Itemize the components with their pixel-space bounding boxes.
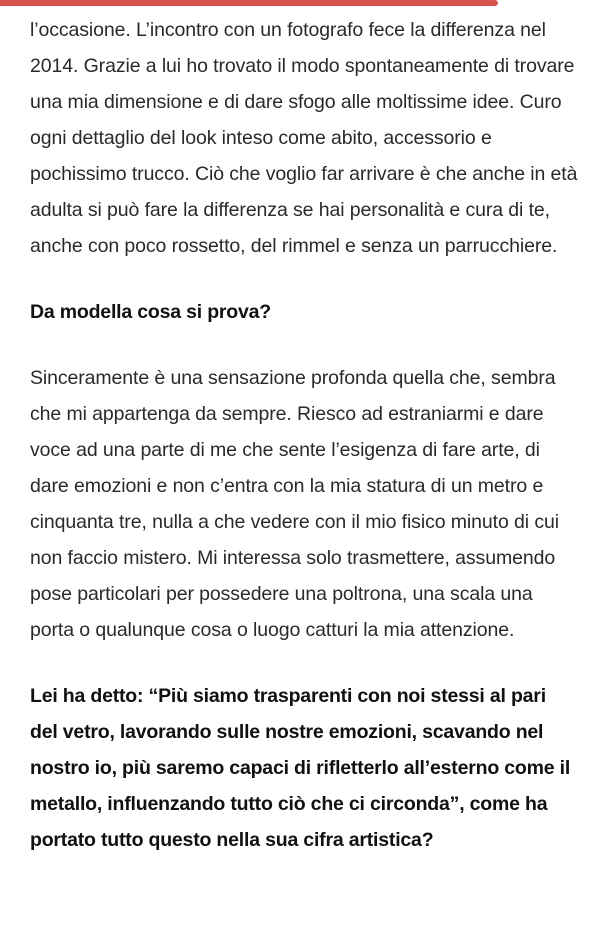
article-paragraph: Sinceramente è una sensazione profonda quella che, sembra che mi appartenga da sempre. Riesco ad estraniarmi e dare voce ad una parte di me che sente l’esigenza di fare arte, di dare emozioni e non c’entra con la mia statura di un metro e cinquanta tre, nulla a che vedere con il mio fisico minuto di cui non faccio mistero. Mi interessa solo trasmettere, assumendo pose particolari per possedere una poltrona, una scala una porta o qualunque cosa o luogo catturi la mia attenzione. [30, 367, 559, 641]
reading-progress-bar [0, 0, 600, 6]
interview-question: Lei ha detto: “Più siamo trasparenti con noi stessi al pari del vetro, lavorando sulle nostre emozioni, scavando nel nostro io, più saremo capaci di rifletterlo all’esterno come il metallo, influenzando tutto ciò che ci circonda”, come ha portato tutto questo nella sua cifra artistica? [30, 685, 571, 851]
article-body [30, 12, 578, 858]
article-paragraph: l’occasione. L’incontro con un fotografo fece la differenza nel 2014. Grazie a lui ho trovato il modo spontaneamente di trovare una mia dimensione e di dare sfogo alle moltissime idee. Curo ogni dettaglio del look inteso come abito, accessorio e pochissimo trucco. Ciò che voglio far arrivare è che anche in età adulta si può fare la differenza se hai personalità e cura di te, anche con poco rossetto, del rimmel e senza un parrucchiere. [30, 19, 578, 257]
reading-progress-fill [0, 0, 498, 6]
interview-question: Da modella cosa si prova? [30, 301, 272, 323]
